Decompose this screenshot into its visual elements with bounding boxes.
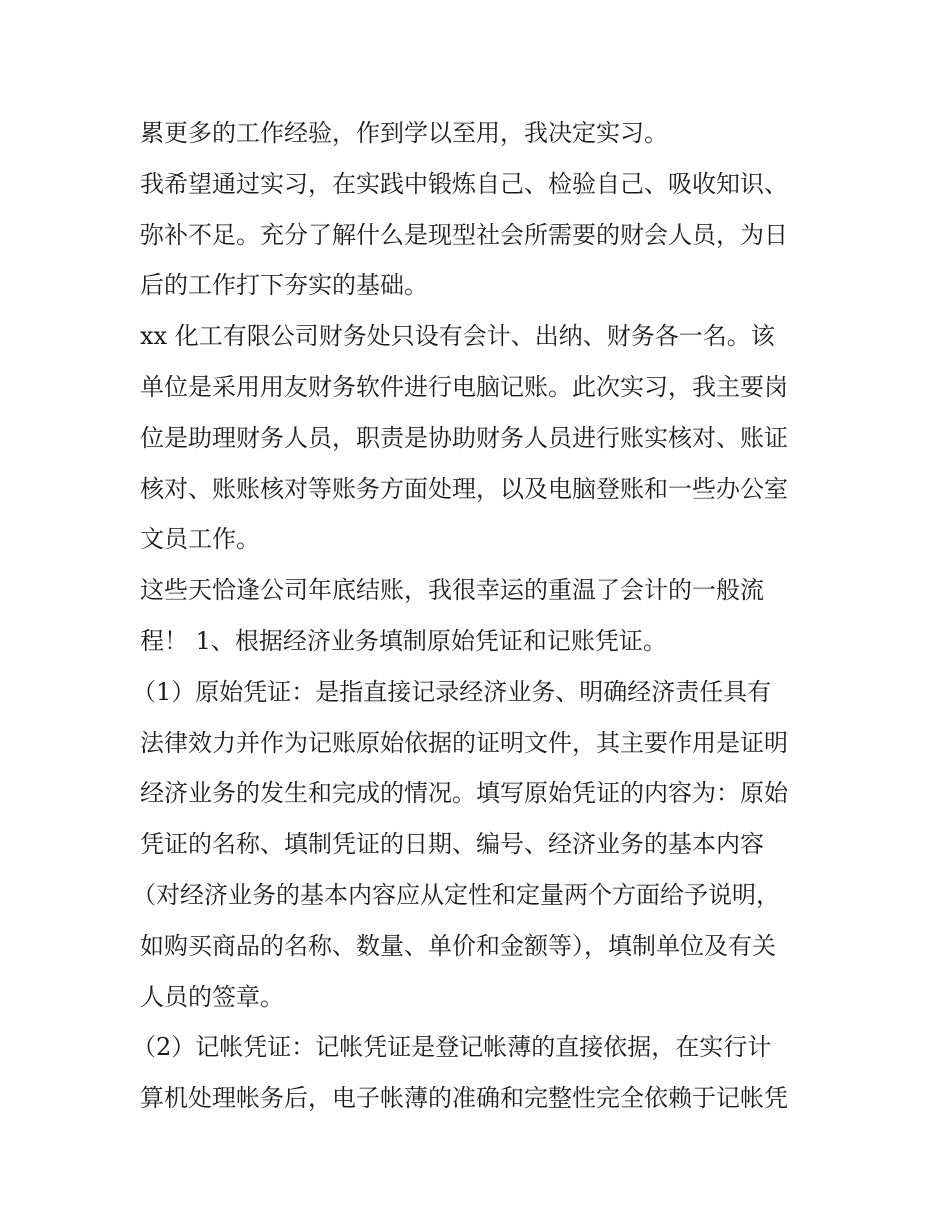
text-line: 凭证的名称、填制凭证的日期、编号、经济业务的基本内容 [140,830,764,859]
text-line: 我希望通过实习，在实践中锻炼自己、检验自己、吸收知识、 [140,169,788,198]
text-line: （1）原始凭证：是指直接记录经济业务、明确经济责任具有 [132,677,772,706]
text-line: （对经济业务的基本内容应从定性和定量两个方面给予说明， [132,880,780,909]
text-line: 位是助理财务人员，职责是协助财务人员进行账实核对、账证 [140,423,788,452]
text-line: 后的工作打下夯实的基础。 [140,271,428,300]
text-line: 弥补不足。充分了解什么是现型社会所需要的财会人员，为日 [140,220,788,249]
text-line: 这些天恰逢公司年底结账，我很幸运的重温了会计的一般流 [140,576,764,605]
text-line: 经济业务的发生和完成的情况。填写原始凭证的内容为：原始 [140,779,788,808]
text-line: （2）记帐凭证：记帐凭证是登记帐薄的直接依据，在实行计 [132,1033,772,1062]
document-body [132,108,820,1124]
text-line: 程！ 1、根据经济业务填制原始凭证和记账凭证。 [140,626,667,655]
text-line: 人员的签章。 [140,982,284,1011]
text-line: 算机处理帐务后，电子帐薄的准确和完整性完全依赖于记帐凭 [140,1084,788,1113]
text-line: xx 化工有限公司财务处只设有会计、出纳、财务各一名。该 [140,322,775,351]
text-line: 单位是采用用友财务软件进行电脑记账。此次实习，我主要岗 [140,372,788,401]
text-line: 核对、账账核对等账务方面处理，以及电脑登账和一些办公室 [140,474,788,503]
text-line: 如购买商品的名称、数量、单价和金额等），填制单位及有关 [140,931,776,960]
text-line: 法律效力并作为记账原始依据的证明文件，其主要作用是证明 [140,728,788,757]
text-line: 累更多的工作经验，作到学以至用，我决定实习。 [140,119,668,147]
text-line: 文员工作。 [140,525,260,554]
